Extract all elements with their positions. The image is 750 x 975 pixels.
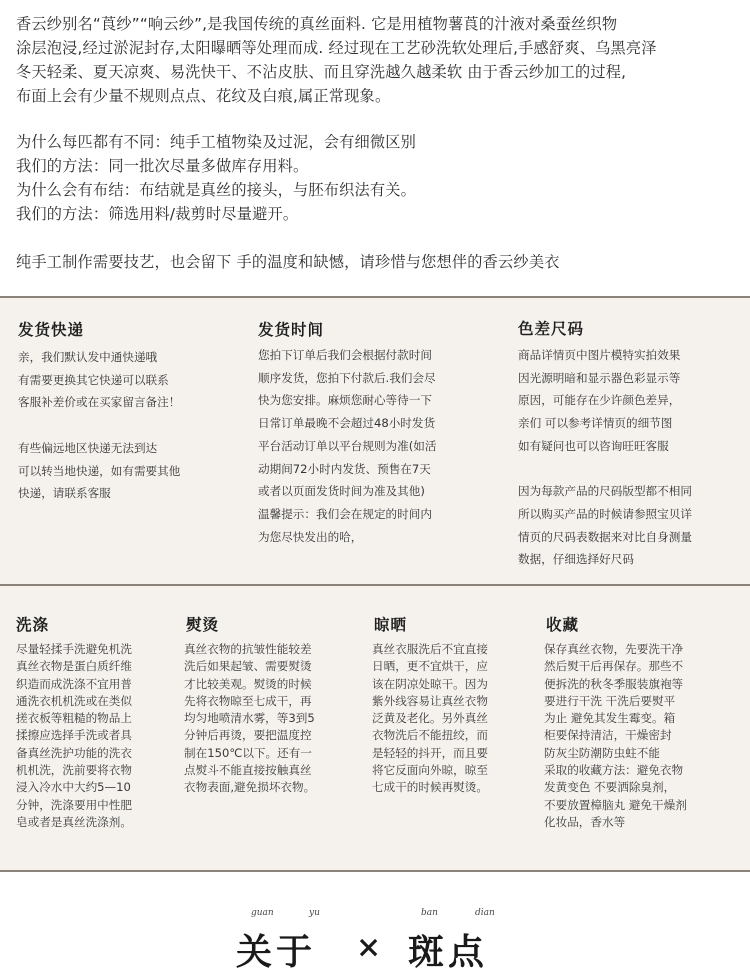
color-size-title: 色差尺码: [518, 320, 585, 338]
storage-body: [544, 641, 687, 831]
text-line: 为您尽快发出的哈，: [258, 529, 363, 544]
intro-section: [0, 0, 750, 296]
text-line: 机机洗，洗前要将衣物: [16, 763, 132, 778]
text-line: 揉擦应选择手洗或者具: [16, 728, 132, 743]
text-line: 客服补差价或在买家留言备注！: [18, 395, 181, 410]
delivery-time-body: [258, 344, 436, 548]
text-line: 真丝衣物的抗皱性能较差: [184, 642, 312, 656]
text-line: 商品详情页中图片模特实拍效果: [518, 348, 681, 362]
text-line: 温馨提示：我们会在规定的时间内: [258, 506, 432, 521]
text-line: 日晒，更不宜烘干，应: [372, 659, 488, 674]
washing-title: 洗涤: [16, 616, 50, 634]
color-size-body: [518, 344, 692, 571]
text-line: 衣物洗后不能扭绞，而: [372, 728, 488, 743]
intro-line: 涂层泡浸,经过淤泥封存,太阳曝晒等处理而成. 经过现在工艺砂洗软处理后,手感舒爽、乌黑亮泽: [16, 39, 657, 57]
section-divider: [0, 584, 750, 586]
text-line: 真丝衣物是蛋白质纤维: [16, 659, 132, 674]
faq-answer: 我们的方法：同一批次尽量多做库存用料。: [16, 157, 309, 175]
text-line: 防灰尘防潮防虫蛀不能: [544, 745, 660, 760]
text-line: 才比较美观。熨烫的时候: [184, 676, 312, 691]
text-line: 该在阴凉处晾干。因为: [372, 676, 488, 691]
intro-line: 布面上会有少量不规则点点、花纹及白痕,属正常现象。: [16, 87, 391, 105]
text-line: 均匀地喷清水雾，等3到5: [184, 711, 315, 726]
text-line: 然后熨干后再保存。那些不: [544, 659, 684, 674]
pinyin-label: ban: [421, 908, 438, 918]
text-line: 分钟后再烫，要把温度控: [184, 728, 312, 743]
delivery-time-title: 发货时间: [258, 321, 325, 339]
faq-question: 为什么每匹都有不同：纯手工植物染及过泥，会有细微区别: [16, 133, 417, 151]
text-line: 分钟，洗涤要用中性肥: [16, 797, 132, 812]
pinyin-label: yu: [309, 908, 320, 918]
text-line: 织造而成洗涤不宜用普: [16, 676, 132, 691]
text-line: 搓衣板等粗糙的物品上: [16, 711, 132, 726]
intro-line: 冬天轻柔、夏天凉爽、易洗快干、不沾皮肤、而且穿洗越久越柔软 由于香云纱加工的过程,: [16, 63, 627, 81]
text-line: 动期间72小时内发货、预售在7天: [258, 461, 431, 476]
footer-heading-right: 斑点: [408, 931, 489, 973]
drying-title: 晾晒: [374, 616, 408, 634]
text-line: 真丝衣服洗后不宜直接: [372, 642, 488, 656]
text-line: 或者以页面发货时间为准及其他): [258, 484, 425, 499]
text-line: 先将衣物晾至七成干，再: [184, 693, 312, 708]
text-line: 将它反面向外晾，晾至: [372, 763, 488, 778]
faq-answer: 我们的方法：筛选用料/裁剪时尽量避开。: [16, 205, 299, 223]
text-line: 亲们 可以参考详情页的细节图: [518, 416, 673, 431]
text-line: 备真丝洗护功能的洗衣: [16, 745, 132, 760]
text-line: 衣物表面,避免损坏衣物。: [184, 780, 316, 795]
text-line: 尽量轻揉手洗避免机洗: [16, 642, 132, 656]
text-line: 顺序发货，您拍下付款后.我们会尽: [258, 370, 436, 385]
text-line: 日常订单最晚不会超过48小时发货: [258, 416, 436, 431]
text-line: 泛黄及老化。另外真丝: [372, 711, 488, 726]
drying-body: [372, 641, 488, 797]
footer-heading-left: 关于: [236, 931, 317, 973]
shipping-title: 发货快递: [18, 321, 85, 339]
shipping-body: [18, 346, 180, 505]
text-line: 保存真丝衣物，先要洗干净: [544, 642, 684, 656]
text-line: 所以购买产品的时候请参照宝贝详: [518, 506, 692, 521]
text-line: 亲，我们默认发中通快递哦: [18, 350, 158, 364]
ironing-body: [184, 641, 315, 797]
text-line: 点熨斗不能直接按触真丝: [184, 763, 312, 778]
handmade-note: 纯手工制作需要技艺，也会留下 手的温度和缺憾，请珍惜与您想伴的香云纱美衣: [16, 253, 560, 271]
text-line: 是轻轻的抖开，而且要: [372, 745, 488, 760]
pinyin-label: dian: [475, 908, 495, 918]
text-line: 您拍下订单后我们会根据付款时间: [258, 348, 432, 362]
text-line: 因为每款产品的尺码版型都不相同: [518, 484, 692, 499]
text-line: 制在150℃以下。还有一: [184, 745, 312, 760]
text-line: 平台活动订单以平台规则为准(如活: [258, 438, 437, 453]
washing-body: [16, 641, 132, 831]
text-line: 采取的收藏方法：避免衣物: [544, 763, 684, 778]
text-line: 可以转当地快递，如有需要其他: [18, 463, 181, 478]
text-line: 通洗衣机机洗或在类似: [16, 693, 132, 708]
text-line: 有需要更换其它快递可以联系: [18, 372, 169, 387]
text-line: 柜要保持清洁，干燥密封: [544, 728, 672, 743]
text-line: 不要放置樟脑丸 避免干燥剂: [544, 797, 687, 812]
footer-separator: ×: [356, 930, 386, 965]
ironing-title: 熨烫: [186, 616, 220, 634]
text-line: 情页的尺码表数据来对比自身测量: [518, 529, 692, 544]
text-line: 快递，请联系客服: [18, 486, 111, 501]
text-line: 原因，可能存在少许颜色差异，: [518, 393, 681, 408]
text-line: 浸入冷水中大约5—10: [16, 780, 131, 795]
text-line: 紫外线容易让真丝衣物: [372, 693, 488, 708]
text-line: 为止 避免其发生霉变。箱: [544, 711, 676, 726]
storage-title: 收藏: [546, 616, 580, 634]
text-line: 因光源明暗和显示器色彩显示等: [518, 370, 681, 385]
text-line: 便拆洗的秋冬季服装旗袍等: [544, 676, 684, 691]
text-line: 皂或者是真丝洗涤剂。: [16, 814, 132, 829]
text-line: 有些偏远地区快递无法到达: [18, 440, 158, 455]
text-line: 化妆品，香水等: [544, 814, 626, 829]
pinyin-label: guan: [251, 908, 274, 918]
intro-line: 香云纱别名“莨纱”“响云纱”,是我国传统的真丝面料. 它是用植物薯莨的汁液对桑蚕丝织物: [16, 15, 618, 33]
text-line: 发黄变色 不要洒除臭剂，: [544, 780, 676, 795]
faq-question: 为什么会有布结：布结就是真丝的接头，与胚布织法有关。: [16, 181, 417, 199]
text-line: 要进行干洗 干洗后要熨平: [544, 693, 676, 708]
text-line: 快为您安排。麻烦您耐心等待一下: [258, 393, 432, 408]
text-line: 如有疑问也可以咨询旺旺客服: [518, 438, 669, 453]
text-line: 数据，仔细选择好尺码: [518, 552, 634, 567]
text-line: 洗后如果起皱、需要熨烫: [184, 659, 312, 674]
text-line: 七成干的时候再熨烫。: [372, 780, 488, 795]
